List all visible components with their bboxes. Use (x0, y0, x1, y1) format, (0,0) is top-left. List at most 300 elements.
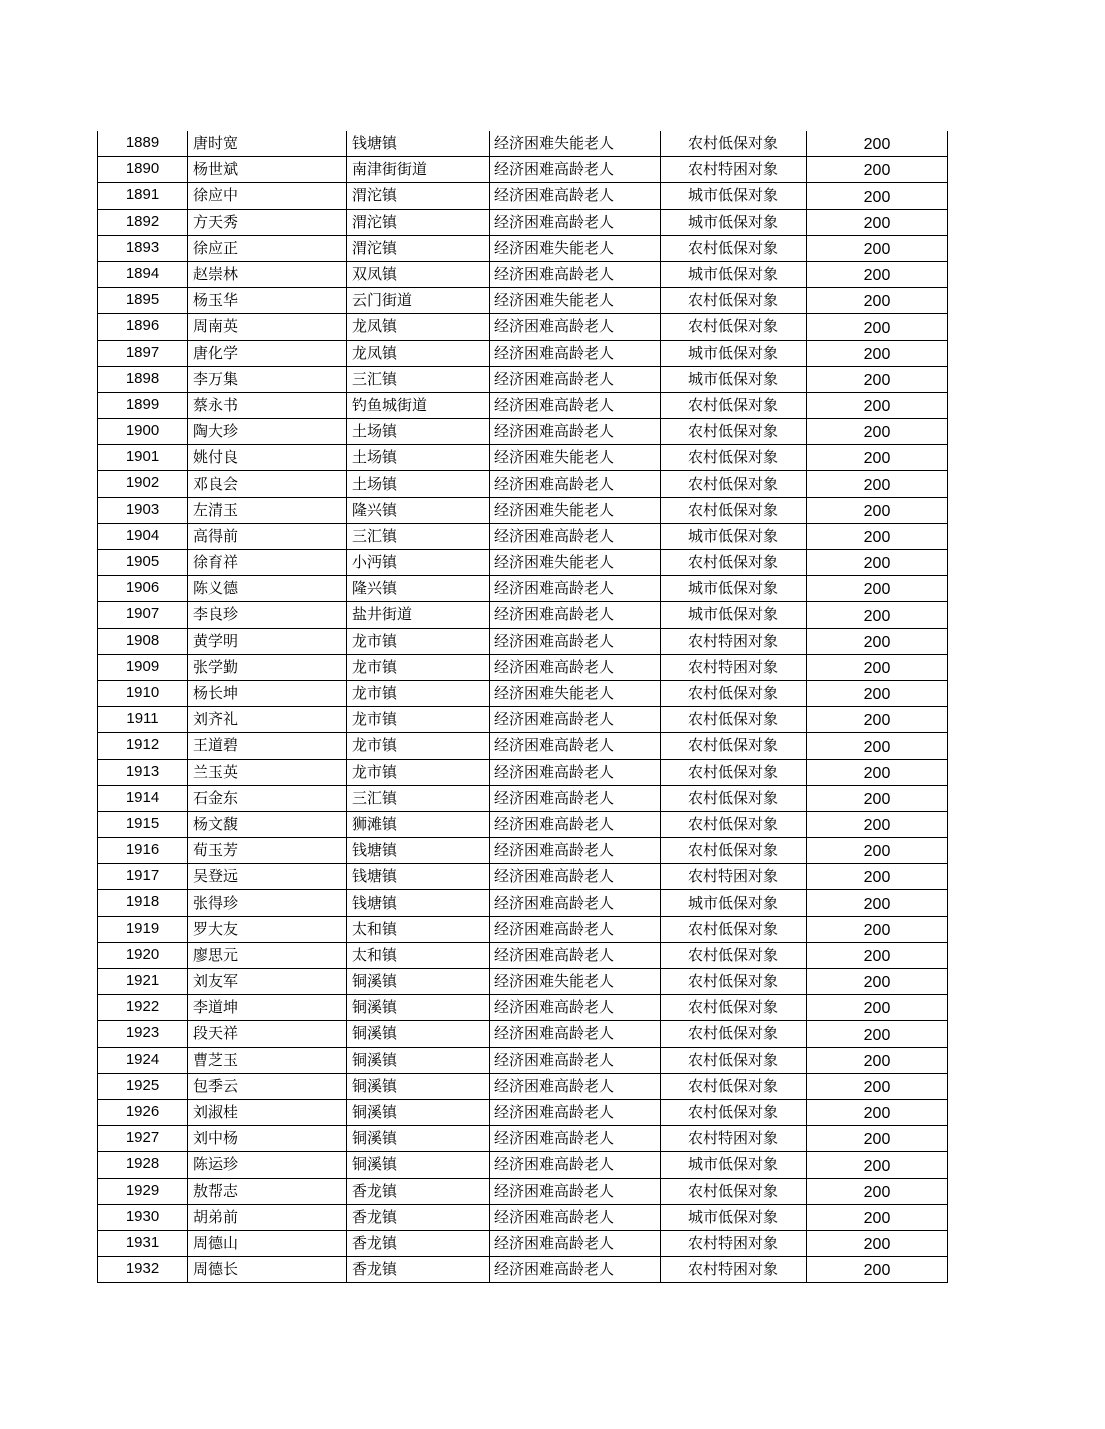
cell-person-name: 刘中杨 (188, 1126, 347, 1152)
cell-person-name: 徐应中 (188, 183, 347, 209)
cell-category: 经济困难高龄老人 (490, 785, 661, 811)
cell-serial-number: 1897 (98, 340, 188, 366)
cell-category: 经济困难高龄老人 (490, 811, 661, 837)
cell-person-name: 包季云 (188, 1073, 347, 1099)
table-row (98, 1073, 948, 1099)
cell-person-name: 赵崇林 (188, 261, 347, 287)
cell-category: 经济困难高龄老人 (490, 366, 661, 392)
cell-person-name: 陈运珍 (188, 1152, 347, 1178)
cell-town: 香龙镇 (347, 1178, 490, 1204)
cell-person-name: 杨世斌 (188, 157, 347, 183)
cell-person-name: 敖帮志 (188, 1178, 347, 1204)
table-row (98, 1178, 948, 1204)
cell-person-name: 段天祥 (188, 1021, 347, 1047)
table-row (98, 157, 948, 183)
cell-town: 太和镇 (347, 942, 490, 968)
cell-town: 盐井街道 (347, 602, 490, 628)
cell-serial-number: 1913 (98, 759, 188, 785)
cell-subsidy-type: 农村特困对象 (661, 654, 807, 680)
cell-town: 龙市镇 (347, 759, 490, 785)
table-row (98, 1021, 948, 1047)
table-row (98, 628, 948, 654)
cell-category: 经济困难高龄老人 (490, 602, 661, 628)
cell-person-name: 李万集 (188, 366, 347, 392)
table-row (98, 1099, 948, 1125)
cell-subsidy-type: 农村特困对象 (661, 1230, 807, 1256)
cell-serial-number: 1907 (98, 602, 188, 628)
cell-town: 龙市镇 (347, 733, 490, 759)
table-row (98, 1257, 948, 1283)
table-row (98, 183, 948, 209)
cell-serial-number: 1916 (98, 838, 188, 864)
cell-category: 经济困难高龄老人 (490, 392, 661, 418)
cell-subsidy-type: 城市低保对象 (661, 366, 807, 392)
cell-person-name: 刘淑桂 (188, 1099, 347, 1125)
cell-serial-number: 1928 (98, 1152, 188, 1178)
cell-person-name: 杨长坤 (188, 680, 347, 706)
cell-subsidy-type: 农村特困对象 (661, 157, 807, 183)
cell-category: 经济困难高龄老人 (490, 916, 661, 942)
cell-town: 渭沱镇 (347, 183, 490, 209)
table-row (98, 1047, 948, 1073)
cell-amount: 200 (807, 1178, 948, 1204)
table-row (98, 523, 948, 549)
cell-amount: 200 (807, 785, 948, 811)
cell-town: 铜溪镇 (347, 1047, 490, 1073)
cell-amount: 200 (807, 995, 948, 1021)
table-body (98, 131, 948, 1283)
table-row (98, 340, 948, 366)
cell-subsidy-type: 农村低保对象 (661, 314, 807, 340)
table-row (98, 602, 948, 628)
cell-subsidy-type: 农村特困对象 (661, 1257, 807, 1283)
cell-town: 太和镇 (347, 916, 490, 942)
table-row (98, 785, 948, 811)
cell-amount: 200 (807, 1099, 948, 1125)
cell-town: 香龙镇 (347, 1257, 490, 1283)
table-row (98, 366, 948, 392)
cell-town: 土场镇 (347, 471, 490, 497)
cell-serial-number: 1930 (98, 1204, 188, 1230)
cell-amount: 200 (807, 864, 948, 890)
cell-serial-number: 1931 (98, 1230, 188, 1256)
cell-town: 钱塘镇 (347, 838, 490, 864)
cell-category: 经济困难高龄老人 (490, 471, 661, 497)
cell-category: 经济困难高龄老人 (490, 576, 661, 602)
cell-category: 经济困难高龄老人 (490, 209, 661, 235)
cell-subsidy-type: 城市低保对象 (661, 576, 807, 602)
cell-town: 龙凤镇 (347, 314, 490, 340)
cell-serial-number: 1917 (98, 864, 188, 890)
cell-category: 经济困难高龄老人 (490, 1204, 661, 1230)
cell-person-name: 周德长 (188, 1257, 347, 1283)
cell-amount: 200 (807, 602, 948, 628)
cell-amount: 200 (807, 654, 948, 680)
cell-amount: 200 (807, 576, 948, 602)
cell-amount: 200 (807, 969, 948, 995)
cell-amount: 200 (807, 131, 948, 157)
cell-serial-number: 1904 (98, 523, 188, 549)
cell-serial-number: 1893 (98, 235, 188, 261)
cell-amount: 200 (807, 942, 948, 968)
cell-person-name: 周南英 (188, 314, 347, 340)
cell-subsidy-type: 城市低保对象 (661, 523, 807, 549)
cell-serial-number: 1921 (98, 969, 188, 995)
cell-serial-number: 1898 (98, 366, 188, 392)
cell-person-name: 徐育祥 (188, 550, 347, 576)
cell-subsidy-type: 农村特困对象 (661, 1126, 807, 1152)
cell-amount: 200 (807, 1126, 948, 1152)
cell-subsidy-type: 农村低保对象 (661, 131, 807, 157)
cell-category: 经济困难高龄老人 (490, 183, 661, 209)
cell-person-name: 徐应正 (188, 235, 347, 261)
cell-amount: 200 (807, 890, 948, 916)
cell-person-name: 黄学明 (188, 628, 347, 654)
cell-subsidy-type: 农村低保对象 (661, 942, 807, 968)
cell-amount: 200 (807, 157, 948, 183)
cell-serial-number: 1919 (98, 916, 188, 942)
cell-subsidy-type: 城市低保对象 (661, 890, 807, 916)
cell-person-name: 刘齐礼 (188, 707, 347, 733)
cell-subsidy-type: 城市低保对象 (661, 183, 807, 209)
table-row (98, 838, 948, 864)
cell-person-name: 张学勤 (188, 654, 347, 680)
cell-category: 经济困难失能老人 (490, 969, 661, 995)
cell-town: 铜溪镇 (347, 1073, 490, 1099)
cell-subsidy-type: 农村低保对象 (661, 707, 807, 733)
cell-serial-number: 1918 (98, 890, 188, 916)
cell-person-name: 方天秀 (188, 209, 347, 235)
cell-category: 经济困难失能老人 (490, 445, 661, 471)
cell-person-name: 李道坤 (188, 995, 347, 1021)
cell-subsidy-type: 农村低保对象 (661, 445, 807, 471)
cell-serial-number: 1920 (98, 942, 188, 968)
cell-category: 经济困难高龄老人 (490, 1047, 661, 1073)
cell-subsidy-type: 农村低保对象 (661, 1047, 807, 1073)
cell-town: 龙凤镇 (347, 340, 490, 366)
cell-category: 经济困难高龄老人 (490, 1099, 661, 1125)
cell-category: 经济困难高龄老人 (490, 1178, 661, 1204)
table-row (98, 419, 948, 445)
cell-amount: 200 (807, 471, 948, 497)
cell-serial-number: 1929 (98, 1178, 188, 1204)
cell-subsidy-type: 农村低保对象 (661, 419, 807, 445)
cell-category: 经济困难失能老人 (490, 131, 661, 157)
cell-town: 小沔镇 (347, 550, 490, 576)
cell-person-name: 吴登远 (188, 864, 347, 890)
table-row (98, 288, 948, 314)
cell-town: 双凤镇 (347, 261, 490, 287)
table-row (98, 811, 948, 837)
cell-amount: 200 (807, 1152, 948, 1178)
cell-amount: 200 (807, 1257, 948, 1283)
cell-subsidy-type: 农村特困对象 (661, 628, 807, 654)
cell-town: 铜溪镇 (347, 969, 490, 995)
cell-subsidy-type: 农村低保对象 (661, 497, 807, 523)
table-row (98, 707, 948, 733)
cell-person-name: 陶大珍 (188, 419, 347, 445)
table-row (98, 942, 948, 968)
cell-serial-number: 1912 (98, 733, 188, 759)
cell-amount: 200 (807, 1230, 948, 1256)
cell-town: 香龙镇 (347, 1230, 490, 1256)
cell-category: 经济困难高龄老人 (490, 261, 661, 287)
cell-category: 经济困难高龄老人 (490, 1126, 661, 1152)
table-row (98, 890, 948, 916)
cell-serial-number: 1905 (98, 550, 188, 576)
cell-serial-number: 1908 (98, 628, 188, 654)
cell-subsidy-type: 农村低保对象 (661, 392, 807, 418)
cell-category: 经济困难高龄老人 (490, 1257, 661, 1283)
cell-serial-number: 1910 (98, 680, 188, 706)
cell-amount: 200 (807, 419, 948, 445)
cell-category: 经济困难高龄老人 (490, 314, 661, 340)
cell-subsidy-type: 农村低保对象 (661, 550, 807, 576)
cell-person-name: 周德山 (188, 1230, 347, 1256)
cell-subsidy-type: 农村低保对象 (661, 838, 807, 864)
cell-person-name: 张得珍 (188, 890, 347, 916)
cell-town: 龙市镇 (347, 628, 490, 654)
cell-category: 经济困难高龄老人 (490, 1021, 661, 1047)
cell-serial-number: 1890 (98, 157, 188, 183)
table-row (98, 969, 948, 995)
table-row (98, 392, 948, 418)
cell-serial-number: 1926 (98, 1099, 188, 1125)
cell-town: 钱塘镇 (347, 864, 490, 890)
cell-subsidy-type: 城市低保对象 (661, 602, 807, 628)
cell-amount: 200 (807, 628, 948, 654)
cell-category: 经济困难高龄老人 (490, 942, 661, 968)
table-row (98, 916, 948, 942)
beneficiary-table (97, 131, 948, 1283)
cell-person-name: 蔡永书 (188, 392, 347, 418)
table-row (98, 261, 948, 287)
cell-serial-number: 1903 (98, 497, 188, 523)
cell-subsidy-type: 农村低保对象 (661, 1099, 807, 1125)
cell-category: 经济困难高龄老人 (490, 628, 661, 654)
cell-amount: 200 (807, 550, 948, 576)
cell-town: 狮滩镇 (347, 811, 490, 837)
cell-amount: 200 (807, 680, 948, 706)
cell-amount: 200 (807, 209, 948, 235)
cell-serial-number: 1906 (98, 576, 188, 602)
table-row (98, 314, 948, 340)
cell-town: 钓鱼城街道 (347, 392, 490, 418)
cell-serial-number: 1900 (98, 419, 188, 445)
cell-subsidy-type: 农村低保对象 (661, 995, 807, 1021)
cell-subsidy-type: 农村低保对象 (661, 733, 807, 759)
cell-serial-number: 1896 (98, 314, 188, 340)
table-row (98, 131, 948, 157)
table-row (98, 759, 948, 785)
cell-serial-number: 1891 (98, 183, 188, 209)
cell-town: 龙市镇 (347, 707, 490, 733)
cell-town: 云门街道 (347, 288, 490, 314)
cell-person-name: 荀玉芳 (188, 838, 347, 864)
cell-amount: 200 (807, 1073, 948, 1099)
cell-category: 经济困难高龄老人 (490, 1152, 661, 1178)
cell-subsidy-type: 城市低保对象 (661, 340, 807, 366)
cell-category: 经济困难高龄老人 (490, 759, 661, 785)
cell-serial-number: 1895 (98, 288, 188, 314)
cell-person-name: 刘友军 (188, 969, 347, 995)
cell-category: 经济困难高龄老人 (490, 838, 661, 864)
cell-category: 经济困难高龄老人 (490, 864, 661, 890)
cell-subsidy-type: 农村低保对象 (661, 235, 807, 261)
cell-town: 土场镇 (347, 419, 490, 445)
cell-subsidy-type: 农村低保对象 (661, 785, 807, 811)
cell-serial-number: 1901 (98, 445, 188, 471)
cell-amount: 200 (807, 733, 948, 759)
cell-person-name: 唐时宽 (188, 131, 347, 157)
cell-town: 土场镇 (347, 445, 490, 471)
table-row (98, 680, 948, 706)
cell-category: 经济困难高龄老人 (490, 340, 661, 366)
table-row (98, 497, 948, 523)
cell-amount: 200 (807, 838, 948, 864)
table-row (98, 576, 948, 602)
cell-person-name: 姚付良 (188, 445, 347, 471)
cell-subsidy-type: 农村低保对象 (661, 288, 807, 314)
table-row (98, 995, 948, 1021)
cell-serial-number: 1932 (98, 1257, 188, 1283)
cell-category: 经济困难失能老人 (490, 550, 661, 576)
cell-town: 铜溪镇 (347, 1099, 490, 1125)
cell-category: 经济困难高龄老人 (490, 1073, 661, 1099)
cell-serial-number: 1902 (98, 471, 188, 497)
cell-amount: 200 (807, 183, 948, 209)
table-row (98, 1204, 948, 1230)
cell-town: 隆兴镇 (347, 576, 490, 602)
cell-town: 渭沱镇 (347, 209, 490, 235)
cell-amount: 200 (807, 707, 948, 733)
cell-category: 经济困难失能老人 (490, 680, 661, 706)
cell-subsidy-type: 农村低保对象 (661, 969, 807, 995)
cell-serial-number: 1899 (98, 392, 188, 418)
cell-person-name: 石金东 (188, 785, 347, 811)
cell-town: 三汇镇 (347, 785, 490, 811)
cell-serial-number: 1925 (98, 1073, 188, 1099)
cell-amount: 200 (807, 314, 948, 340)
cell-serial-number: 1911 (98, 707, 188, 733)
cell-subsidy-type: 农村特困对象 (661, 864, 807, 890)
cell-town: 铜溪镇 (347, 1152, 490, 1178)
cell-town: 龙市镇 (347, 654, 490, 680)
cell-person-name: 罗大友 (188, 916, 347, 942)
cell-category: 经济困难高龄老人 (490, 890, 661, 916)
cell-serial-number: 1927 (98, 1126, 188, 1152)
cell-category: 经济困难高龄老人 (490, 523, 661, 549)
cell-subsidy-type: 农村低保对象 (661, 471, 807, 497)
cell-town: 香龙镇 (347, 1204, 490, 1230)
cell-person-name: 唐化学 (188, 340, 347, 366)
cell-serial-number: 1889 (98, 131, 188, 157)
cell-person-name: 高得前 (188, 523, 347, 549)
cell-town: 铜溪镇 (347, 1021, 490, 1047)
cell-subsidy-type: 城市低保对象 (661, 1152, 807, 1178)
table-row (98, 654, 948, 680)
cell-person-name: 陈义德 (188, 576, 347, 602)
cell-amount: 200 (807, 392, 948, 418)
cell-serial-number: 1922 (98, 995, 188, 1021)
cell-amount: 200 (807, 288, 948, 314)
cell-person-name: 杨玉华 (188, 288, 347, 314)
cell-person-name: 李良珍 (188, 602, 347, 628)
cell-category: 经济困难高龄老人 (490, 419, 661, 445)
cell-person-name: 兰玉英 (188, 759, 347, 785)
cell-category: 经济困难高龄老人 (490, 707, 661, 733)
table-row (98, 864, 948, 890)
cell-serial-number: 1923 (98, 1021, 188, 1047)
cell-town: 三汇镇 (347, 523, 490, 549)
cell-town: 南津街街道 (347, 157, 490, 183)
table-row (98, 209, 948, 235)
cell-subsidy-type: 农村低保对象 (661, 811, 807, 837)
cell-category: 经济困难失能老人 (490, 288, 661, 314)
table-row (98, 471, 948, 497)
cell-category: 经济困难高龄老人 (490, 654, 661, 680)
cell-person-name: 杨文馥 (188, 811, 347, 837)
cell-subsidy-type: 农村低保对象 (661, 680, 807, 706)
cell-person-name: 曹芝玉 (188, 1047, 347, 1073)
cell-person-name: 左清玉 (188, 497, 347, 523)
cell-town: 三汇镇 (347, 366, 490, 392)
cell-subsidy-type: 农村低保对象 (661, 1021, 807, 1047)
cell-serial-number: 1924 (98, 1047, 188, 1073)
table-row (98, 1126, 948, 1152)
cell-amount: 200 (807, 1047, 948, 1073)
cell-town: 龙市镇 (347, 680, 490, 706)
cell-serial-number: 1915 (98, 811, 188, 837)
cell-amount: 200 (807, 497, 948, 523)
cell-category: 经济困难失能老人 (490, 235, 661, 261)
cell-amount: 200 (807, 366, 948, 392)
cell-amount: 200 (807, 340, 948, 366)
cell-town: 渭沱镇 (347, 235, 490, 261)
cell-category: 经济困难高龄老人 (490, 733, 661, 759)
cell-serial-number: 1892 (98, 209, 188, 235)
cell-serial-number: 1909 (98, 654, 188, 680)
cell-category: 经济困难失能老人 (490, 497, 661, 523)
cell-subsidy-type: 农村低保对象 (661, 916, 807, 942)
cell-person-name: 王道碧 (188, 733, 347, 759)
cell-amount: 200 (807, 759, 948, 785)
cell-person-name: 廖思元 (188, 942, 347, 968)
cell-amount: 200 (807, 445, 948, 471)
cell-amount: 200 (807, 1021, 948, 1047)
cell-amount: 200 (807, 1204, 948, 1230)
cell-amount: 200 (807, 235, 948, 261)
table-row (98, 550, 948, 576)
cell-subsidy-type: 城市低保对象 (661, 1204, 807, 1230)
cell-town: 隆兴镇 (347, 497, 490, 523)
cell-subsidy-type: 农村低保对象 (661, 759, 807, 785)
table-row (98, 235, 948, 261)
cell-category: 经济困难高龄老人 (490, 1230, 661, 1256)
cell-town: 铜溪镇 (347, 1126, 490, 1152)
cell-amount: 200 (807, 261, 948, 287)
cell-category: 经济困难高龄老人 (490, 157, 661, 183)
cell-person-name: 邓良会 (188, 471, 347, 497)
cell-town: 钱塘镇 (347, 890, 490, 916)
cell-subsidy-type: 城市低保对象 (661, 209, 807, 235)
cell-serial-number: 1914 (98, 785, 188, 811)
table-row (98, 445, 948, 471)
cell-amount: 200 (807, 916, 948, 942)
table-row (98, 1152, 948, 1178)
cell-person-name: 胡弟前 (188, 1204, 347, 1230)
cell-category: 经济困难高龄老人 (490, 995, 661, 1021)
